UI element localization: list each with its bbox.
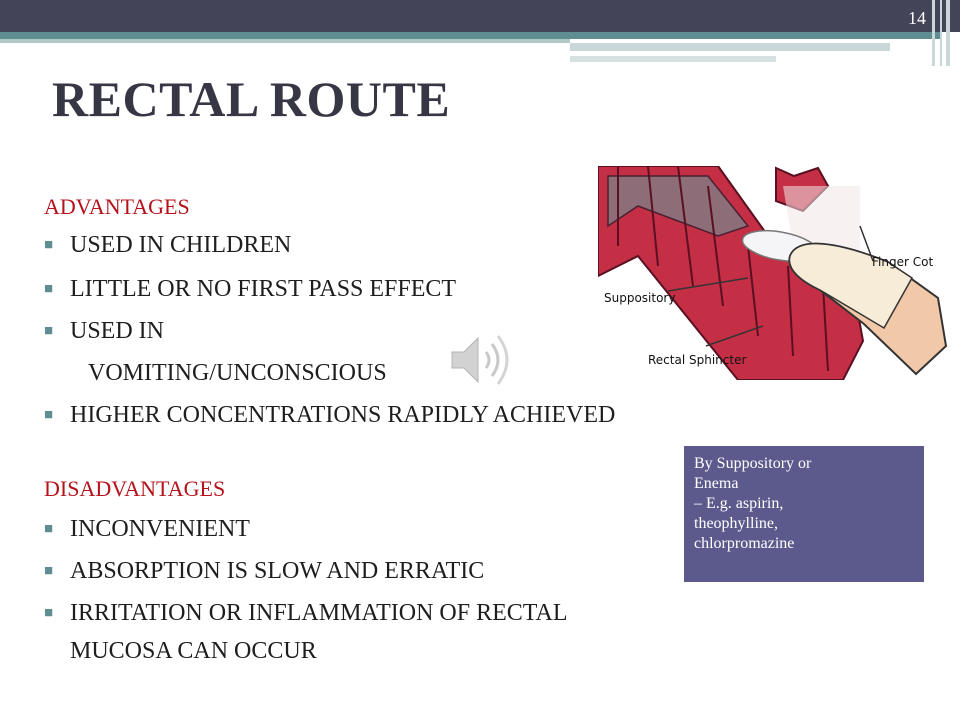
finger-cot-label: Finger Cot bbox=[872, 255, 934, 269]
rectal-sphincter-label: Rectal Sphincter bbox=[648, 353, 747, 367]
disadvantage-text-continuation: MUCOSA CAN OCCUR bbox=[70, 638, 317, 664]
advantage-item bbox=[44, 232, 291, 259]
callout-line: Enema bbox=[694, 475, 739, 492]
advantage-item bbox=[44, 276, 456, 303]
callout-line: By Suppository or bbox=[694, 455, 812, 472]
disadvantage-item bbox=[44, 516, 250, 543]
disadvantage-item bbox=[44, 600, 567, 627]
callout-line: – E.g. aspirin, bbox=[694, 495, 784, 512]
square-bullet-icon: ■ bbox=[44, 323, 54, 339]
header-accent-stripe bbox=[0, 32, 940, 39]
slide-header-bar bbox=[0, 0, 960, 32]
disadvantage-item bbox=[44, 558, 484, 585]
callout-line: chlorpromazine bbox=[694, 535, 795, 552]
square-bullet-icon: ■ bbox=[44, 237, 54, 253]
disadvantage-text: IRRITATION OR INFLAMMATION OF RECTAL bbox=[70, 600, 568, 626]
header-accent-stripe-light bbox=[570, 43, 890, 51]
advantages-heading: ADVANTAGES bbox=[44, 194, 190, 219]
advantage-text: LITTLE OR NO FIRST PASS EFFECT bbox=[70, 276, 457, 302]
advantage-item bbox=[44, 318, 164, 345]
speaker-icon[interactable] bbox=[450, 330, 514, 390]
advantage-text: HIGHER CONCENTRATIONS RAPIDLY ACHIEVED bbox=[70, 402, 616, 428]
header-divider bbox=[946, 0, 950, 66]
route-examples-callout bbox=[684, 446, 924, 582]
advantage-text-continuation: VOMITING/UNCONSCIOUS bbox=[88, 360, 387, 386]
suppository-label: Suppository bbox=[604, 291, 676, 305]
advantage-text: USED IN CHILDREN bbox=[70, 232, 292, 258]
disadvantages-heading: DISADVANTAGES bbox=[44, 476, 226, 501]
header-accent-stripe-light bbox=[0, 39, 570, 43]
square-bullet-icon: ■ bbox=[44, 281, 54, 297]
disadvantage-text: ABSORPTION IS SLOW AND ERRATIC bbox=[70, 558, 485, 584]
header-accent-stripe-light bbox=[570, 56, 776, 62]
square-bullet-icon: ■ bbox=[44, 521, 54, 537]
rectal-suppository-illustration bbox=[598, 166, 950, 380]
header-divider bbox=[940, 0, 942, 66]
disadvantage-text: INCONVENIENT bbox=[70, 516, 250, 542]
square-bullet-icon: ■ bbox=[44, 563, 54, 579]
callout-line: theophylline, bbox=[694, 515, 778, 532]
square-bullet-icon: ■ bbox=[44, 407, 54, 423]
slide-number: 14 bbox=[908, 8, 926, 28]
advantage-item bbox=[44, 402, 615, 429]
advantage-text: USED IN bbox=[70, 318, 164, 344]
square-bullet-icon: ■ bbox=[44, 605, 54, 621]
slide-title: RECTAL ROUTE bbox=[52, 71, 451, 127]
